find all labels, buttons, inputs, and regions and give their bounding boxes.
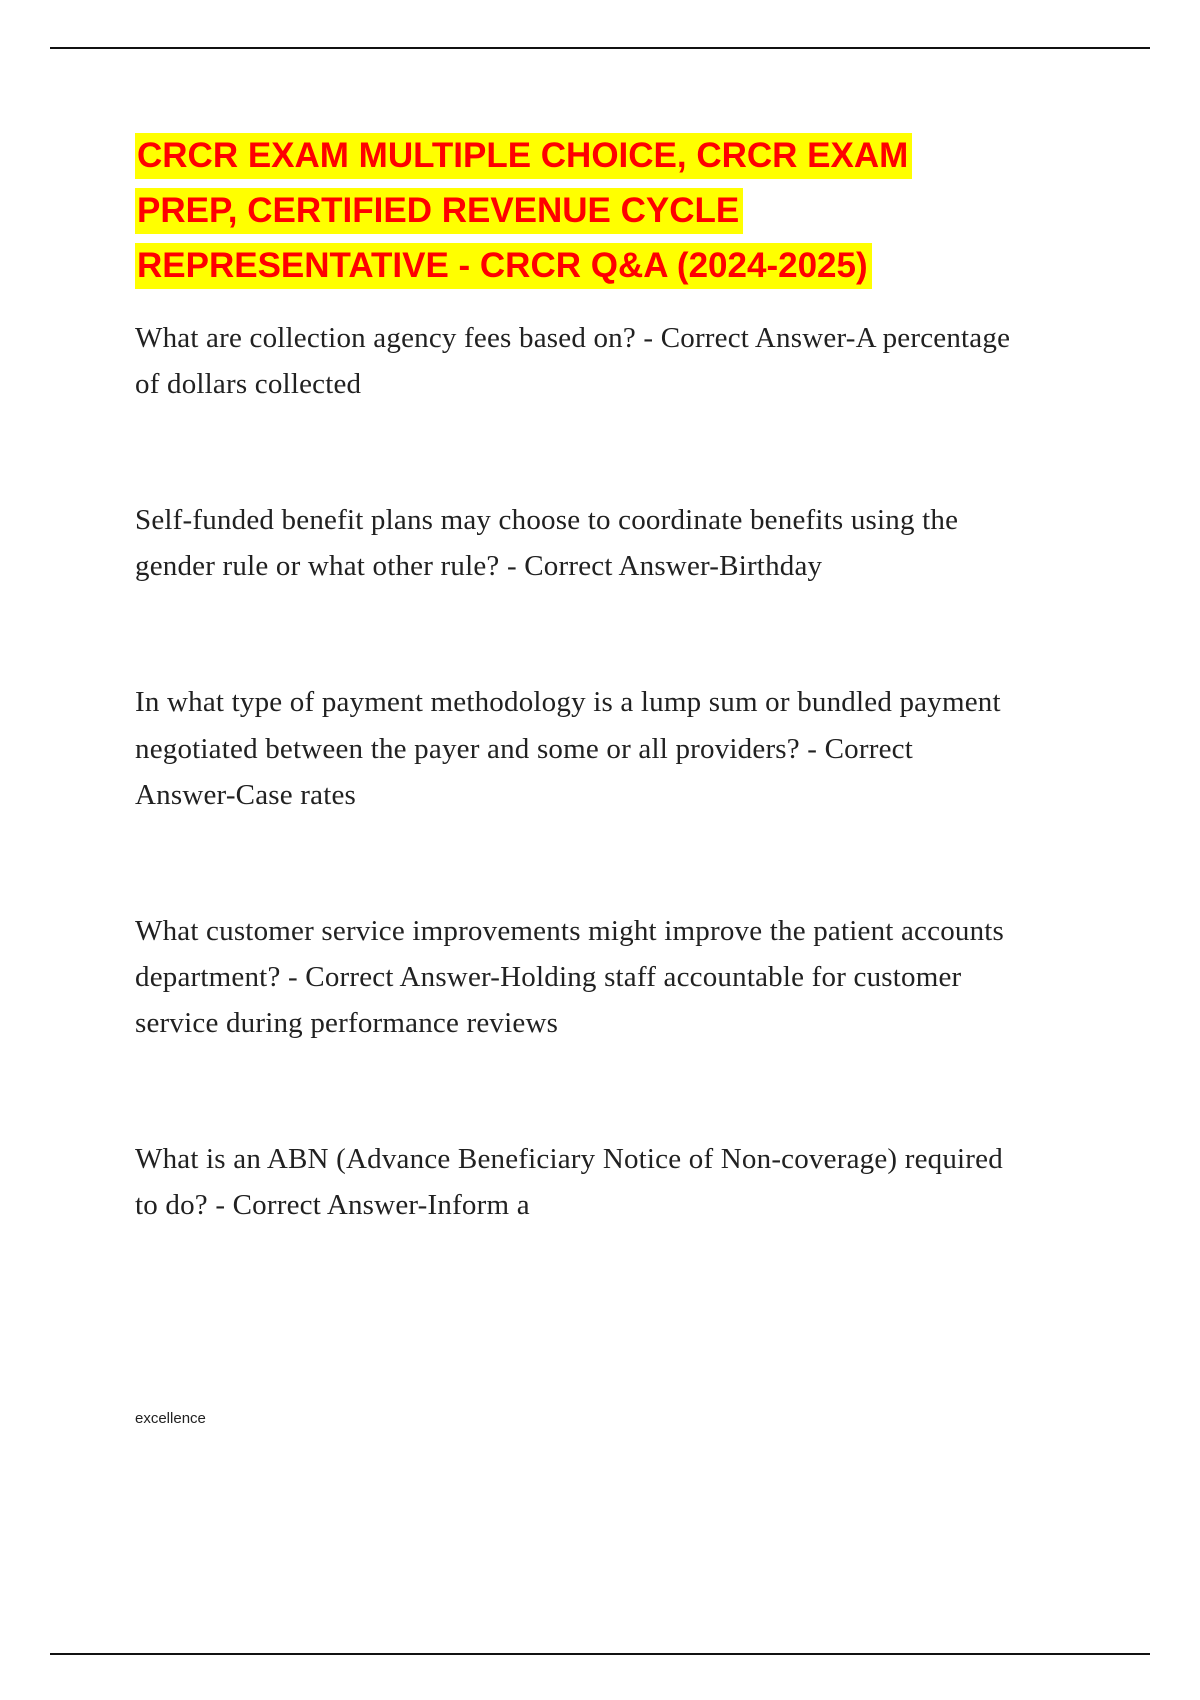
qa-paragraph-2: Self-funded benefit plans may choose to coordinate benefits using the gender rule or what other rule? - Correct Answer-Birthday — [135, 504, 959, 583]
qa-paragraph-4: What customer service improvements might improve the patient accounts department? - Correct Answer-Holding staff accountable for customer service during performance reviews — [135, 914, 1005, 1039]
title-line-1-text: CRCR EXAM MULTIPLE CHOICE, CRCR EXAM — [135, 133, 912, 179]
footer-watermark: excellence — [135, 1410, 206, 1427]
top-divider-rule — [50, 47, 1150, 49]
qa-paragraph-3: In what type of payment methodology is a lump sum or bundled payment negotiated between the payer and some or all providers? - Correct Answer-Case rates — [135, 686, 1001, 811]
title-line-2 — [135, 188, 1015, 234]
title-line-3-text: REPRESENTATIVE - CRCR Q&A (2024-2025) — [135, 243, 872, 289]
title-line-1 — [135, 133, 1015, 179]
title-line-2-text: PREP, CERTIFIED REVENUE CYCLE — [135, 188, 743, 234]
bottom-divider-rule — [50, 1653, 1150, 1655]
title-line-3 — [135, 243, 1015, 289]
page-content — [135, 133, 1015, 1318]
qa-paragraph-5: What is an ABN (Advance Beneficiary Notice of Non-coverage) required to do? - Correct Answer-Inform a — [135, 1143, 1003, 1222]
qa-paragraph-1: What are collection agency fees based on? - Correct Answer-A percentage of dollars collected — [135, 322, 1011, 401]
document-title — [135, 133, 1015, 289]
